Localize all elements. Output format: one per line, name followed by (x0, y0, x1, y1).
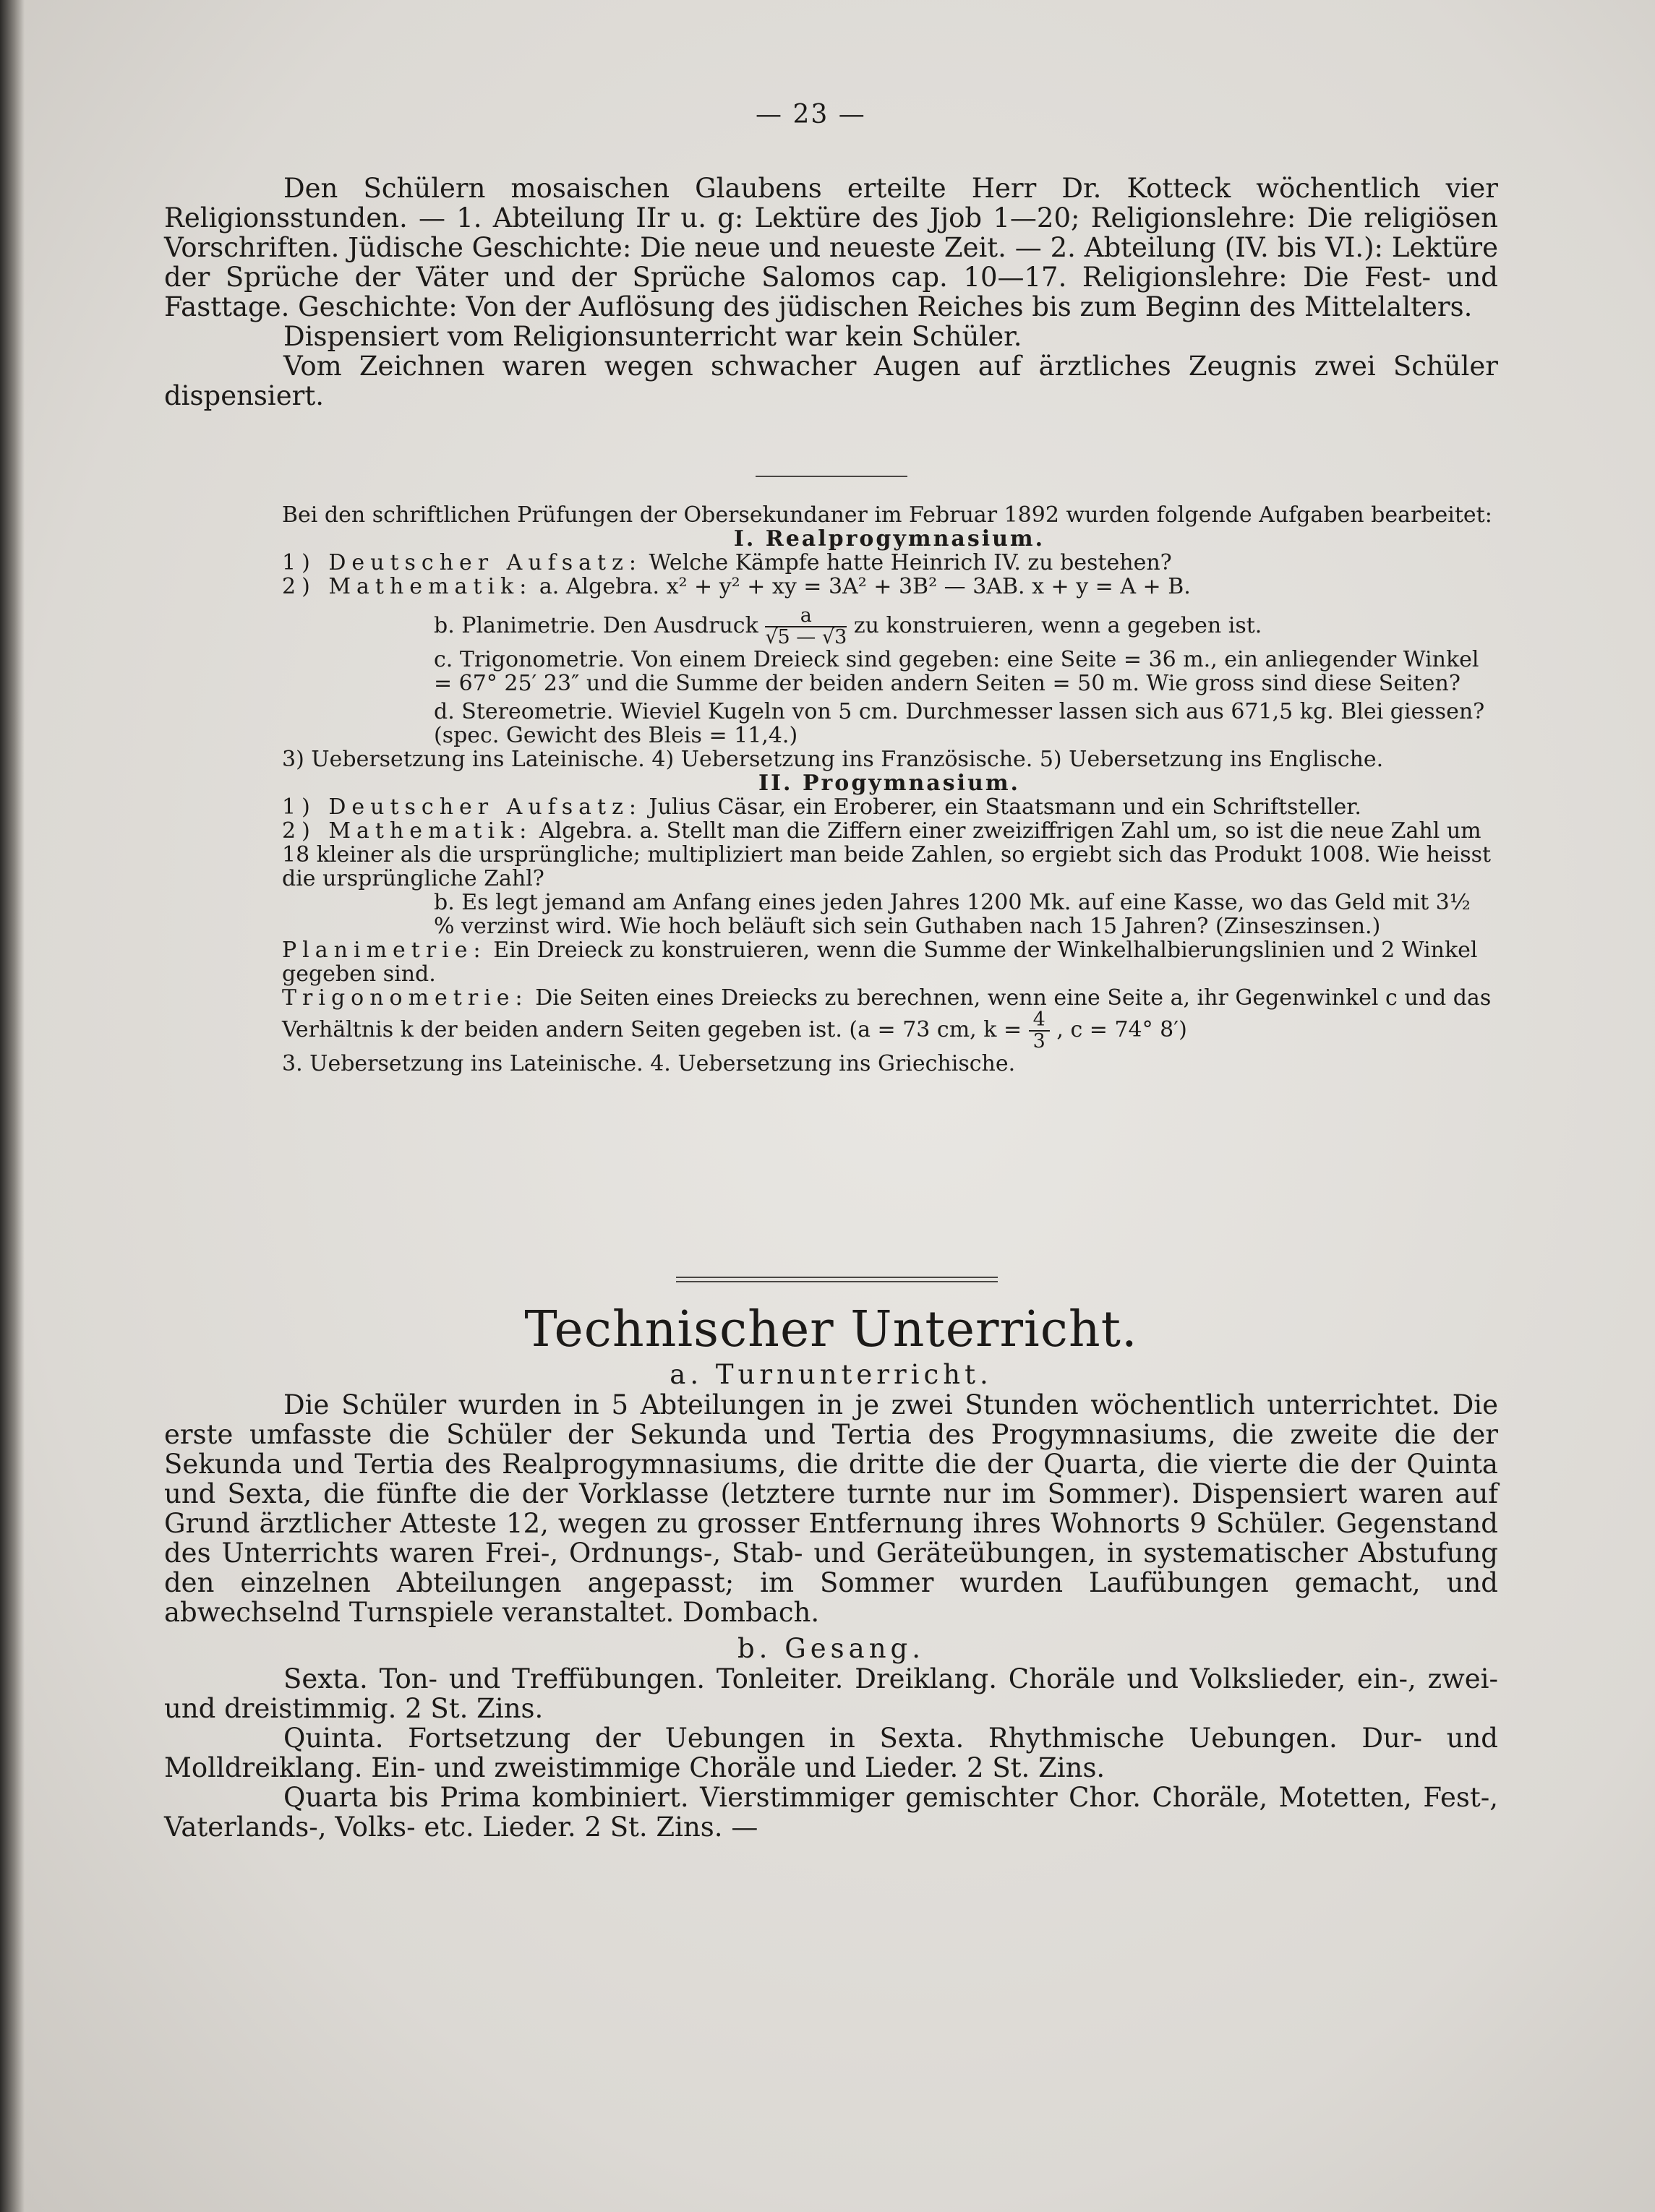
exam-section (282, 503, 1497, 1076)
task-text: Welche Kämpfe hatte Heinrich IV. zu bestehen? (649, 550, 1172, 575)
task-label: 2) Mathematik: (282, 818, 533, 844)
exam-task: 3. Uebersetzung ins Lateinische. 4. Uebersetzung ins Griechische. (282, 1051, 1016, 1076)
gesang-quinta: Quinta. Fortsetzung der Uebungen in Sexta. Rhythmische Uebungen. Dur- und Molldreiklang. Ein- und zweistimmige Choräle und Lieder. 2 St. Zins. (164, 1723, 1498, 1783)
exam-task (282, 938, 1497, 986)
separator-rule (676, 1277, 998, 1278)
exam-task (282, 986, 1497, 1052)
exam-task (282, 795, 1497, 819)
fraction-denominator: 3 (1032, 1030, 1045, 1053)
dispensation-note: Dispensiert vom Religionsunterricht war kein Schüler. (283, 321, 1022, 352)
page-edge-shadow (0, 0, 25, 2212)
religion-paragraph: Den Schülern mosaischen Glaubens erteilte Herr Dr. Kotteck wöchentlich vier Religionsstunden. — 1. Abteilung IIr u. g: Lektüre des Jjob 1—20; Religionslehre: Die religiösen Vorschriften. Jüdische Geschichte: Die neue und neueste Zeit. — 2. Abteilung (IV. bis VI.): Lektüre der Sprüche der Väter und der Sprüche Salomos cap. 10—17. Religionslehre: Die Fest- und Fasttage. Geschichte: Von der Auflösung des jüdischen Reiches bis zum Beginn des Mittelalters. (164, 173, 1498, 322)
fraction (1029, 1010, 1050, 1052)
exam-subtask: b. Es legt jemand am Anfang eines jeden Jahres 1200 Mk. auf eine Kasse, wo das Geld mit 3½ % verzinst wird. Wie hoch beläuft sich sein Guthaben nach 15 Jahren? (Zinseszinsen.) (434, 890, 1471, 939)
fraction-denominator: √5 — √3 (765, 626, 847, 648)
task-label: Trigonometrie: (282, 985, 529, 1011)
gesang-quarta: Quarta bis Prima kombiniert. Vierstimmiger gemischter Chor. Choräle, Motetten, Fest-, Vaterlands-, Volks- etc. Lieder. 2 St. Zins. — (164, 1782, 1498, 1843)
exam-intro: Bei den schriftlichen Prüfungen der Obersekundaner im Februar 1892 wurden folgende Aufgaben bearbeitet: (282, 502, 1492, 528)
task-text: , c = 74° 8′) (1056, 1017, 1187, 1042)
fraction-numerator: 4 (1029, 1010, 1050, 1032)
subtask-text: b. Planimetrie. Den Ausdruck (434, 613, 758, 638)
exam-subtask: c. Trigonometrie. Von einem Dreieck sind gegeben: eine Seite = 36 m., ein anliegender Winkel = 67° 25′ 23″ und die Summe der beiden andern Seiten = 50 m. Wie gross sind diese Seiten? (434, 647, 1479, 696)
separator-rule (676, 1281, 998, 1282)
subtask-text: zu konstruieren, wenn a gegeben ist. (853, 613, 1262, 638)
exam-subtask (282, 606, 1497, 648)
subsection-heading-turnen: a. Turnunterricht. (670, 1359, 993, 1390)
task-text: a. Algebra. x² + y² + xy = 3A² + 3B² — 3AB. x + y = A + B. (539, 574, 1191, 599)
task-text: Ein Dreieck zu konstruieren, wenn die Summe der Winkelhalbierungslinien und 2 Winkel gegeben sind. (282, 938, 1478, 987)
task-text: Julius Cäsar, ein Eroberer, ein Staatsmann und ein Schriftsteller. (649, 794, 1361, 820)
gesang-sexta: Sexta. Ton- und Treffübungen. Tonleiter. Dreiklang. Choräle und Volkslieder, ein-, zwei- und dreistimmig. 2 St. Zins. (164, 1663, 1498, 1724)
fraction (765, 606, 847, 648)
section-title-realprogymnasium: I. Realprogymnasium. (733, 526, 1045, 552)
exam-task (282, 551, 1497, 575)
page-number: — 23 — (756, 100, 866, 129)
task-label: 2) Mathematik: (282, 574, 533, 599)
exam-task (282, 575, 1497, 599)
task-label: 1) Deutscher Aufsatz: (282, 550, 642, 575)
exam-subtask: d. Stereometrie. Wieviel Kugeln von 5 cm. Durchmesser lassen sich aus 671,5 kg. Blei giessen? (spec. Gewicht des Bleis = 11,4.) (434, 699, 1485, 748)
section-heading: Technischer Unterricht. (524, 1301, 1138, 1358)
separator-rule (756, 476, 907, 477)
exam-task (282, 819, 1497, 891)
exam-task: 3) Uebersetzung ins Lateinische. 4) Uebersetzung ins Französische. 5) Uebersetzung ins Englische. (282, 747, 1384, 772)
task-text: Die Seiten eines Dreiecks zu berechnen, wenn eine Seite a, ihr Gegenwinkel c und das Verhältnis k der beiden andern Seiten gegeben ist. (a = 73 cm, k = (282, 985, 1492, 1042)
technical-section (164, 1301, 1498, 1842)
fraction-numerator: a (765, 606, 847, 627)
turnen-paragraph: Die Schüler wurden in 5 Abteilungen in je zwei Stunden wöchentlich unterrichtet. Die erste umfasste die Schüler der Sekunda und Tertia des Progymnasiums, die zweite die der Sekunda und Tertia des Realprogymnasiums, die dritte die der Quarta, die vierte die der Quinta und Sexta, die fünfte die der Vorklasse (letztere turnte nur im Sommer). Dispensiert waren auf Grund ärztlicher Atteste 12, wegen zu grosser Entfernung ihres Wohnorts 9 Schüler. Gegenstand des Unterrichts waren Frei-, Ordnungs-, Stab- und Geräteübungen, in systematischer Abstufung den einzelnen Abteilungen angepasst; im Sommer wurden Laufübungen gemacht, und abwechselnd Turnspiele veranstaltet. Dombach. (164, 1389, 1498, 1628)
section-title-progymnasium: II. Progymnasium. (758, 771, 1020, 796)
task-label: 1) Deutscher Aufsatz: (282, 794, 642, 820)
subsection-heading-gesang: b. Gesang. (737, 1633, 925, 1664)
religion-section (164, 173, 1498, 411)
task-text: Algebra. a. Stellt man die Ziffern einer zweiziffrigen Zahl um, so ist die neue Zahl um 18 kleiner als die ursprüngliche; multipliziert man beide Zahlen, so ergiebt sich das Produkt 1008. Wie heisst die ursprüngliche Zahl? (282, 818, 1492, 891)
task-label: Planimetrie: (282, 938, 487, 963)
drawing-dispensation-note: Vom Zeichnen waren wegen schwacher Augen auf ärztliches Zeugnis zwei Schüler dispensiert. (164, 351, 1498, 411)
